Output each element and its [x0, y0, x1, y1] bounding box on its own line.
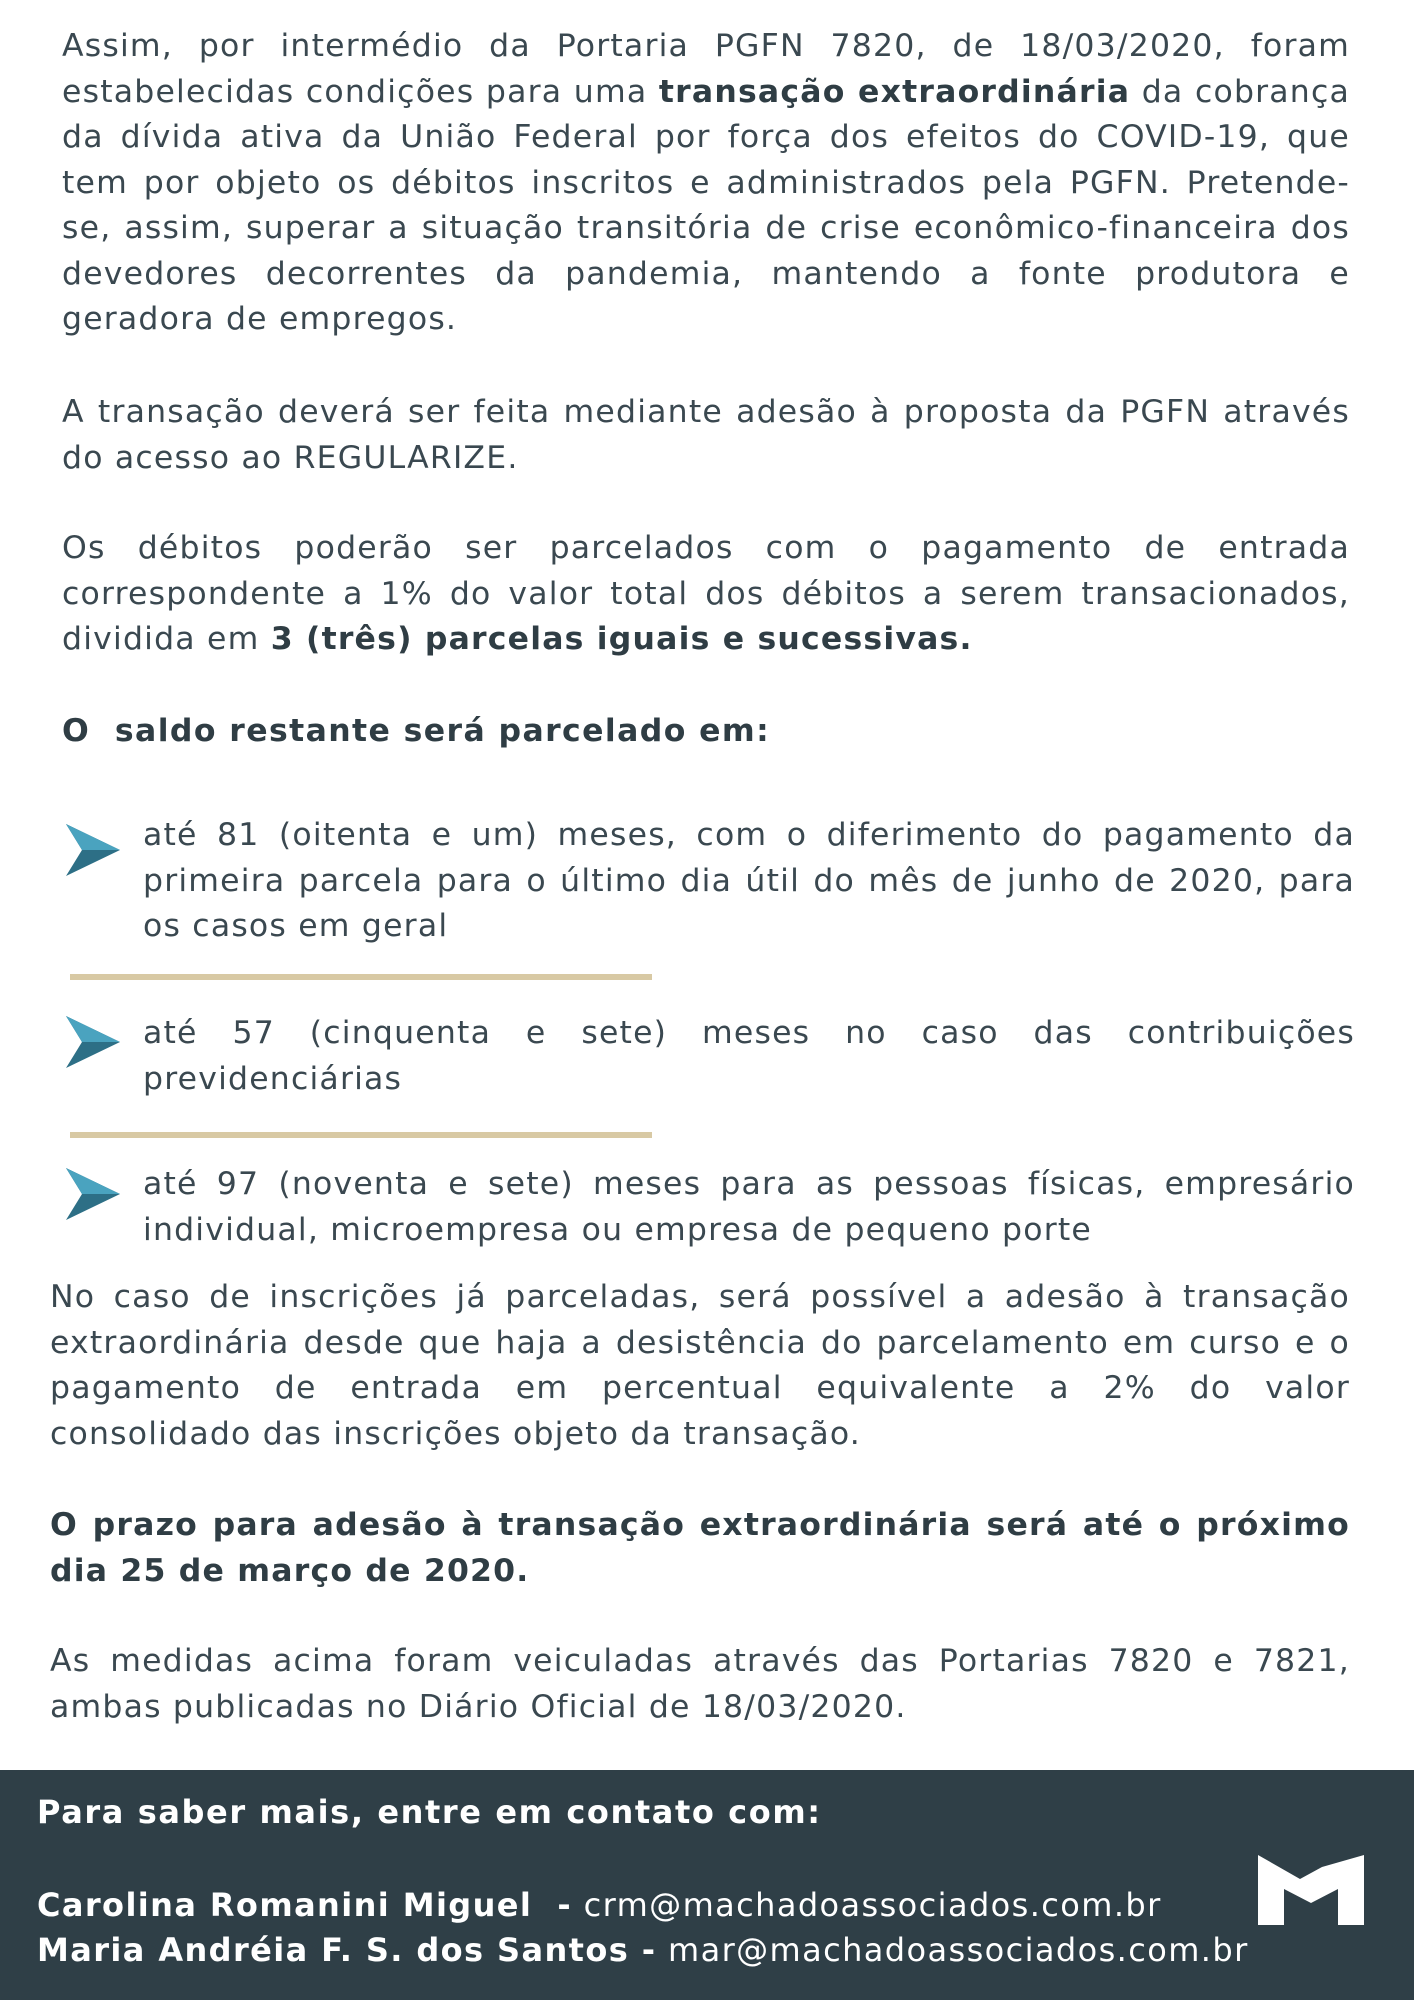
- contact-carolina: [37, 1883, 1162, 1927]
- intro-text-2: da cobrança da dívida ativa da União Federal por força dos efeitos do COVID-19, que tem por objeto os débitos inscritos e administrados pela PGFN. Pretende-se, assim, superar a situação transitória de crise econômico-financeira dos devedores decorrentes da pandemia, mantendo a fonte produtora e geradora de empregos.: [62, 73, 1350, 337]
- contact-email[interactable]: mar@machadoassociados.com.br: [656, 1931, 1249, 1969]
- saldo-heading: O saldo restante será parcelado em:: [62, 713, 771, 749]
- debitos-text: Os débitos poderão ser parcelados com o pagamento de entrada correspondente a 1% do valor total dos débitos a serem transacionados, dividida em: [62, 530, 1350, 657]
- debitos-paragraph: [62, 526, 1350, 663]
- adesao-paragraph: A transação deverá ser feita mediante adesão à proposta da PGFN através do acesso ao REGULARIZE.: [62, 394, 1350, 476]
- arrow-icon: [62, 1164, 132, 1224]
- divider: [70, 1132, 652, 1138]
- contact-footer: [0, 1770, 1414, 2000]
- prazo-paragraph: O prazo para adesão à transação extraordinária será até o próximo dia 25 de março de 2020.: [50, 1507, 1350, 1589]
- contact-maria: [37, 1928, 1249, 1972]
- inscricoes-paragraph: No caso de inscrições já parceladas, será possível a adesão à transação extraordinária desde que haja a desistência do parcelamento em curso e o pagamento de entrada em percentual equivalente a 2% do valor consolidado das inscrições objeto da transação.: [50, 1279, 1350, 1452]
- machado-logo-icon: [1258, 1855, 1364, 1925]
- debitos-bold: 3 (três) parcelas iguais e sucessivas.: [270, 621, 973, 657]
- divider: [70, 974, 652, 980]
- bullet-item-97: até 97 (noventa e sete) meses para as pessoas físicas, empresário individual, microempresa ou empresa de pequeno porte: [143, 1166, 1355, 1248]
- contact-name: Maria Andréia F. S. dos Santos -: [37, 1931, 657, 1969]
- intro-text-1: Assim, por intermédio da Portaria PGFN 7820, de 18/03/2020, foram estabelecidas condições para uma: [62, 28, 1350, 110]
- arrow-icon: [62, 820, 132, 880]
- medidas-paragraph: As medidas acima foram veiculadas através das Portarias 7820 e 7821, ambas publicadas no Diário Oficial de 18/03/2020.: [50, 1643, 1350, 1725]
- bullet-item-57: até 57 (cinquenta e sete) meses no caso das contribuições previdenciárias: [143, 1015, 1355, 1097]
- intro-bold: transação extraordinária: [658, 73, 1131, 110]
- bullet-item-81: até 81 (oitenta e um) meses, com o diferimento do pagamento da primeira parcela para o último dia útil do mês de junho de 2020, para os casos em geral: [143, 817, 1355, 944]
- arrow-icon: [62, 1012, 132, 1072]
- contact-name: Carolina Romanini Miguel -: [37, 1886, 573, 1924]
- footer-title: Para saber mais, entre em contato com:: [37, 1793, 822, 1831]
- contact-email[interactable]: crm@machadoassociados.com.br: [572, 1886, 1162, 1924]
- intro-paragraph: [62, 24, 1350, 343]
